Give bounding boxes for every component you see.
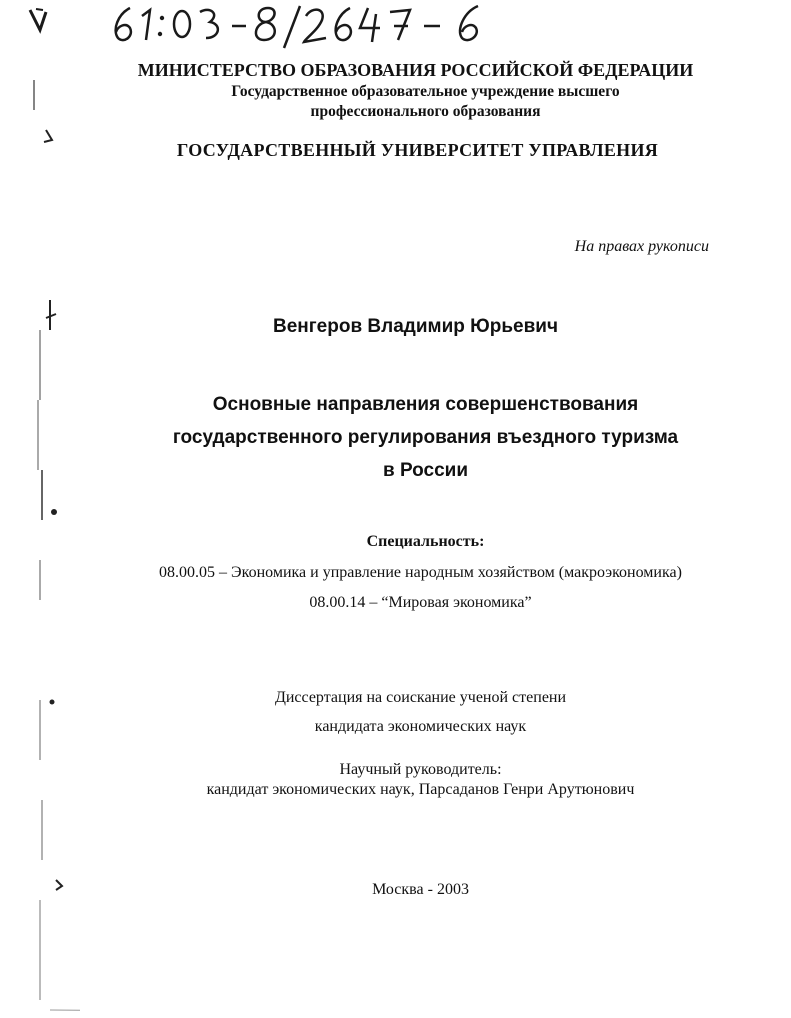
institution-type-line1: Государственное образовательное учреждение высшего bbox=[231, 83, 620, 100]
handwritten-catalog-number bbox=[0, 0, 791, 60]
supervisor-label: Научный руководитель: bbox=[339, 761, 502, 778]
thesis-title-line3: в России bbox=[382, 460, 468, 481]
specialty-line1: 08.00.05 – Экономика и управление народным хозяйством (макроэкономика) bbox=[159, 564, 682, 581]
institution-type-line2: профессионального образования bbox=[310, 103, 541, 120]
ministry-name: МИНИСТЕРСТВО ОБРАЗОВАНИЯ РОССИЙСКОЙ ФЕДЕРАЦИИ bbox=[137, 60, 694, 80]
city-year: Москва - 2003 bbox=[372, 881, 469, 898]
author-name: Венгеров Владимир Юрьевич bbox=[273, 316, 558, 337]
specialty-line2: 08.00.14 – “Мировая экономика” bbox=[309, 594, 532, 611]
university-name: ГОСУДАРСТВЕННЫЙ УНИВЕРСИТЕТ УПРАВЛЕНИЯ bbox=[176, 140, 659, 160]
dissertation-line2: кандидата экономических наук bbox=[314, 718, 527, 735]
handwritten-catalog-number-drawing bbox=[0, 0, 791, 60]
thesis-title-line2: государственного регулирования въездного туризма bbox=[172, 427, 679, 448]
supervisor-name: кандидат экономических наук, Парсаданов Генри Арутюнович bbox=[206, 781, 635, 798]
dissertation-line1: Диссертация на соискание ученой степени bbox=[274, 689, 567, 706]
manuscript-note: На правах рукописи bbox=[574, 238, 709, 255]
specialty-label: Специальность: bbox=[366, 533, 485, 550]
thesis-title-line1: Основные направления совершенствования bbox=[212, 394, 639, 415]
